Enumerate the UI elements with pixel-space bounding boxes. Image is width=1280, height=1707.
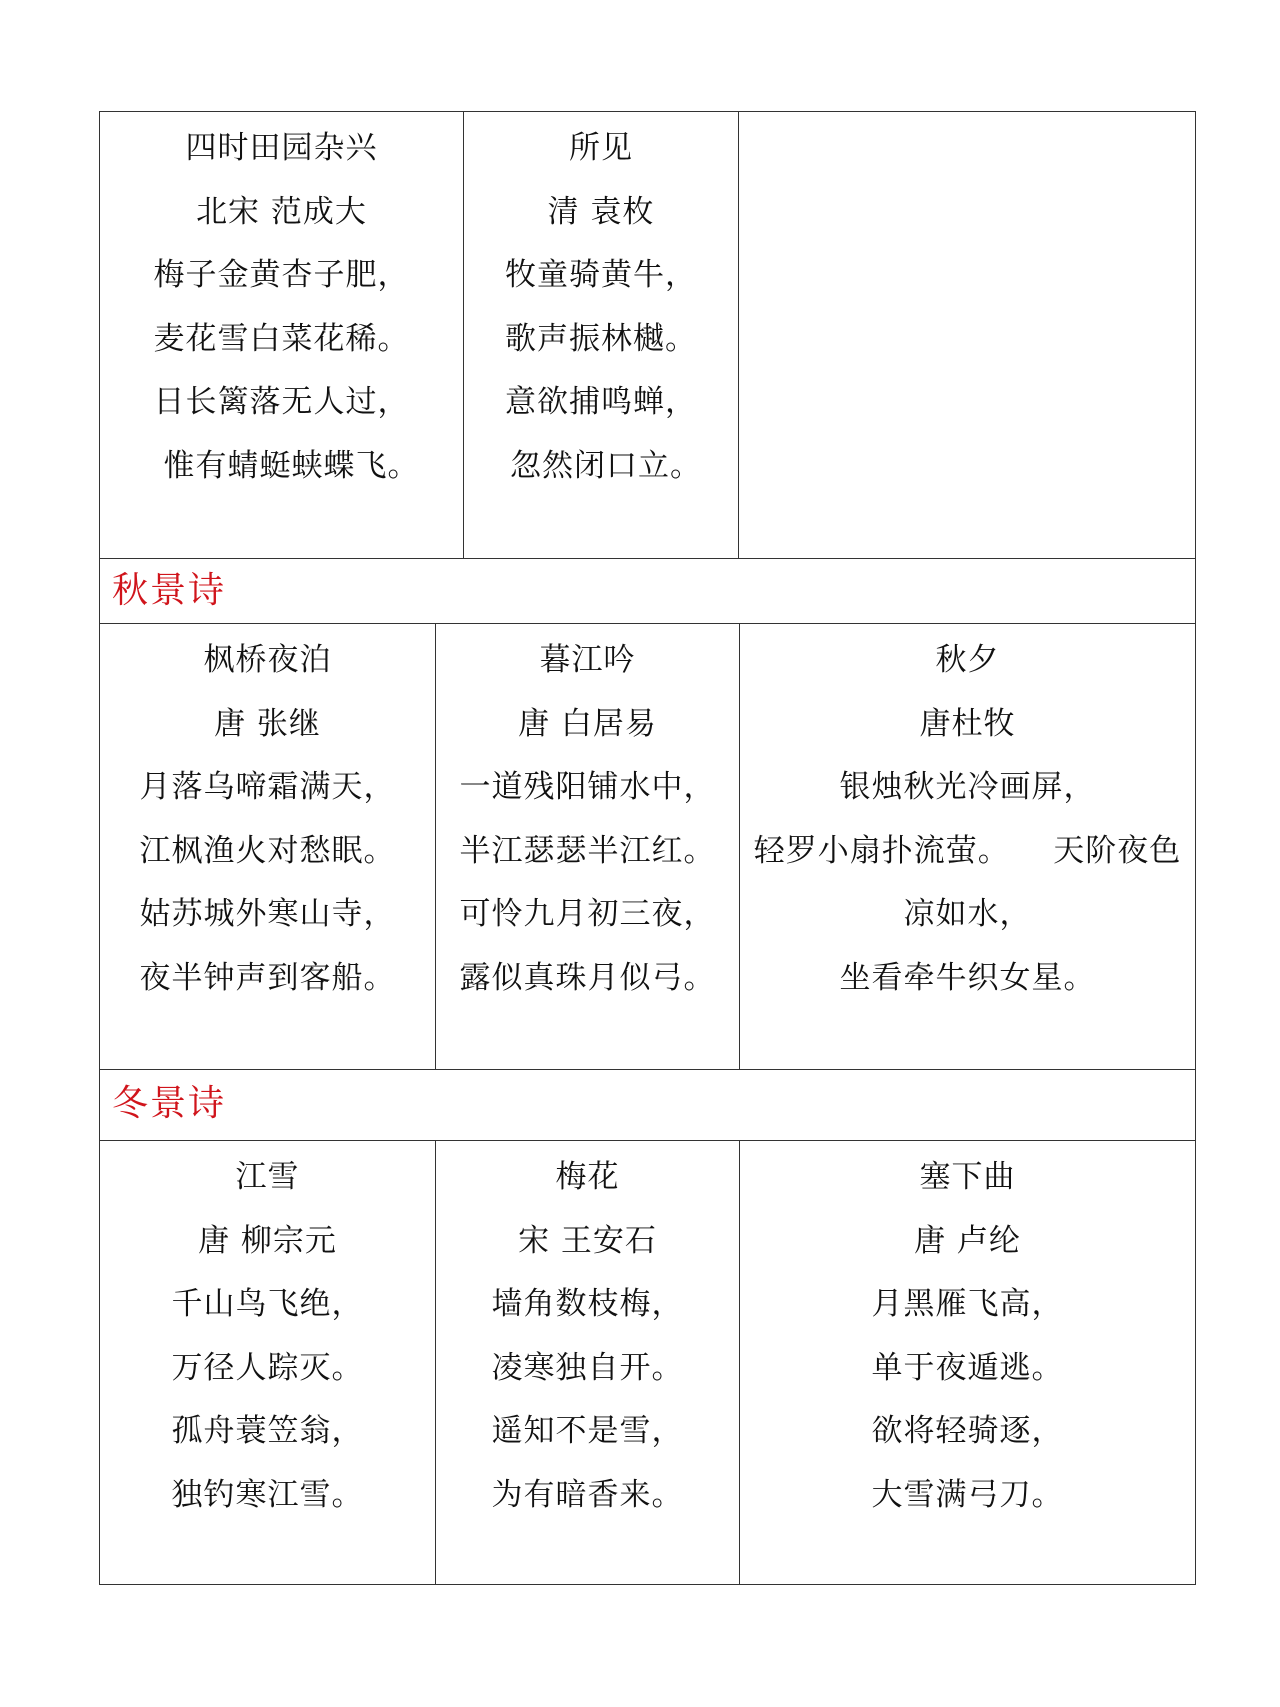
winter-heading-row	[100, 1070, 1195, 1141]
poem-title: 暮江吟	[539, 642, 636, 678]
poem-line: 大雪满弓刀。	[871, 1476, 1064, 1513]
section-heading-autumn: 秋景诗	[112, 570, 227, 611]
poem-line: 一道残阳铺水中，	[459, 769, 716, 805]
poem-author: 清 袁枚	[547, 193, 655, 230]
poem-line: 欲将轻骑逐，	[871, 1413, 1064, 1449]
poem-author: 唐杜牧	[919, 705, 1016, 742]
poem-line: 银烛秋光冷画屏，	[839, 769, 1096, 805]
poem-author: 宋 王安石	[518, 1222, 657, 1259]
empty-cell	[739, 112, 1195, 558]
poem-author: 北宋 范成大	[196, 193, 367, 230]
poem-line: 姑苏城外寒山寺，	[139, 896, 396, 932]
poem-line: 梅子金黄杏子肥，	[153, 257, 410, 293]
poem-line: 惟有蜻蜓蛱蝶飞。	[163, 447, 420, 484]
poem-title: 四时田园杂兴	[185, 130, 378, 166]
poem-line: 遥知不是雪，	[491, 1413, 684, 1449]
poem-line: 坐看牵牛织女星。	[839, 959, 1096, 996]
summer-poems-row	[100, 112, 1195, 559]
poem-title: 江雪	[235, 1159, 300, 1195]
poem-author: 唐 白居易	[518, 705, 657, 742]
poem-table	[99, 111, 1196, 1585]
poem-line: 凉如水，	[903, 896, 1032, 932]
poem-line: 牧童骑黄牛，	[505, 257, 697, 293]
poem-title: 枫桥夜泊	[203, 642, 332, 678]
poem-line: 单于夜遁逃。	[871, 1349, 1064, 1386]
autumn-heading-row	[100, 559, 1195, 624]
poem-line: 麦花雪白菜花稀。	[153, 320, 410, 357]
poem-line: 日长篱落无人过，	[153, 384, 410, 420]
poem-line: 半江瑟瑟半江红。	[459, 832, 716, 869]
poem-line: 歌声振林樾。	[505, 320, 697, 357]
poem-line: 凌寒独自开。	[491, 1349, 684, 1386]
poem-line: 月落乌啼霜满天，	[139, 769, 396, 805]
poem-line: 江枫渔火对愁眠。	[139, 832, 396, 869]
poem-line: 独钓寒江雪。	[171, 1476, 364, 1513]
poem-line: 轻罗小扇扑流萤。 天阶夜色	[753, 832, 1182, 869]
poem-line: 为有暗香来。	[491, 1476, 684, 1513]
poem-cell-meihua	[436, 1141, 740, 1584]
poem-cell-mujiang-yin	[436, 624, 740, 1069]
section-heading-winter: 冬景诗	[112, 1083, 227, 1124]
poem-title: 所见	[569, 130, 633, 166]
poem-line: 夜半钟声到客船。	[139, 959, 396, 996]
poem-cell-suojian	[464, 112, 739, 558]
poem-line: 千山鸟飞绝，	[171, 1286, 364, 1322]
poem-line: 忽然闭口立。	[510, 447, 702, 484]
poem-title: 梅花	[555, 1159, 620, 1195]
poem-line: 墙角数枝梅，	[491, 1286, 684, 1322]
poem-line: 月黑雁飞高，	[871, 1286, 1064, 1322]
poem-line: 孤舟蓑笠翁，	[171, 1413, 364, 1449]
poem-cell-jiangxue	[100, 1141, 436, 1584]
poem-cell-saixia-qu	[740, 1141, 1195, 1584]
poem-cell-sishi-tianyuan	[100, 112, 464, 558]
poem-line: 露似真珠月似弓。	[459, 959, 716, 996]
poem-cell-qiuxi	[740, 624, 1195, 1069]
poem-author: 唐 张继	[214, 705, 321, 742]
poem-author: 唐 卢纶	[914, 1222, 1021, 1259]
poem-title: 塞下曲	[919, 1159, 1016, 1195]
poem-title: 秋夕	[935, 642, 1000, 678]
poem-author: 唐 柳宗元	[198, 1222, 337, 1259]
poem-line: 万径人踪灭。	[171, 1349, 364, 1386]
autumn-poems-row	[100, 624, 1195, 1070]
poem-cell-fengqiao-yebo	[100, 624, 436, 1069]
winter-poems-row	[100, 1141, 1195, 1584]
poem-line: 可怜九月初三夜，	[459, 896, 716, 932]
poem-line: 意欲捕鸣蝉，	[505, 384, 697, 420]
